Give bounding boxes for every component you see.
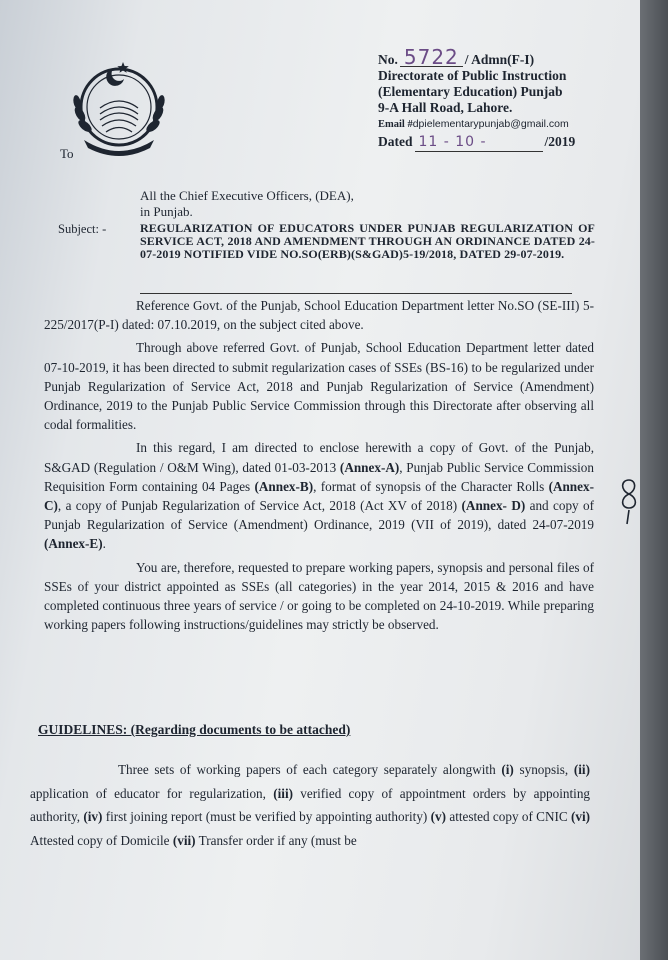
letter-body	[44, 296, 594, 646]
guideline-text: Attested copy of Domicile	[30, 832, 173, 848]
enclosure-text-5: and copy of Punjab Regularization of Service (Amendment) Ordinance, 2019 (VII of 2019), dated 24-07-2019	[44, 498, 594, 533]
email-line	[378, 116, 628, 133]
paragraph-reference: Reference Govt. of the Punjab, School Education Department letter No.SO (SE-III) 5-225/2017(P-I) dated: 07.10.2019, on the subject cited above.	[44, 298, 594, 333]
enclosure-text-2: , Punjab Public Service Commission Requisition Form containing 04 Pages	[44, 459, 594, 494]
recipient-line-2: in Punjab.	[140, 204, 193, 219]
guideline-text: verified copy of appointment orders by appointing authority,	[30, 785, 591, 824]
guideline-text: Transfer order if any (must be	[195, 832, 357, 848]
reference-number-line	[378, 45, 628, 69]
subject-text: REGULARIZATION OF EDUCATORS UNDER PUNJAB REGULARIZATION OF SERVICE ACT, 2018 AND AMENDMENT THROUGH AN ORDINANCE DATED 24-07-2019 NOTIFIED VIDE NO.SO(ERB)(S&GAD)5-19/2018, DATED 29-07-2019.	[140, 221, 595, 261]
dated-label: Dated	[378, 134, 413, 149]
dated-line	[378, 133, 628, 152]
handwritten-number: 5722	[400, 48, 463, 67]
paragraph-enclosures	[44, 438, 594, 553]
recipient-line-1: All the Chief Executive Officers, (DEA),	[140, 188, 354, 203]
enclosure-text-4: , a copy of Punjab Regularization of Service Act, 2018 (Act XV of 2018)	[57, 498, 462, 514]
enclosure-text-end: .	[102, 536, 106, 552]
marker-vi: (vi)	[570, 809, 591, 824]
subject-underline	[140, 293, 572, 294]
number-label: No.	[378, 52, 398, 67]
scan-background-edge	[640, 0, 668, 960]
annex-c: (Annex-C)	[44, 478, 594, 514]
guideline-text: attested copy of CNIC	[446, 809, 571, 824]
enclosure-text-3: , format of synopsis of the Character Rolls	[313, 478, 549, 494]
enclosure-text-1: In this regard, I am directed to enclose herewith a copy of Govt. of the Punjab, S&GAD (Regulation / O&M Wing), dated 01-03-2013	[44, 440, 594, 475]
org-address: 9-A Hall Road, Lahore.	[378, 100, 513, 115]
guideline-text: first joining report (must be verified by appointing authority)	[102, 809, 431, 824]
punjab-government-seal	[60, 48, 178, 166]
guideline-text: Three sets of working papers of each category separately alongwith	[118, 762, 502, 777]
org-line-1: Directorate of Public Instruction	[378, 68, 567, 83]
marker-v: (v)	[430, 809, 447, 824]
handwritten-date: 11 - 10 -	[415, 133, 543, 152]
annex-a: (Annex-A)	[339, 459, 400, 475]
guidelines-paragraph	[30, 758, 590, 852]
marker-ii: (ii)	[573, 762, 590, 777]
marker-i: (i)	[501, 762, 514, 777]
email-label: Email #	[378, 119, 413, 130]
guideline-text: application of educator for regularization,	[30, 785, 274, 801]
email-address: dpielementarypunjab@gmail.com	[412, 118, 569, 130]
guidelines-heading: GUIDELINES: (Regarding documents to be attached)	[38, 722, 351, 737]
guideline-text: synopsis,	[513, 762, 574, 777]
marker-iv: (iv)	[83, 809, 103, 824]
letter-header	[378, 45, 628, 152]
org-line-2: (Elementary Education) Punjab	[378, 84, 563, 99]
annex-d: (Annex- D)	[461, 498, 526, 514]
paragraph-directive: Through above referred Govt. of Punjab, School Education Department letter dated 07-10-2019, it has been directed to submit regularization cases of SSEs (BS-16) to be regularized under Punjab Regularization of Service Act, 2018 and Punjab Regularization of Service (Amendment) Ordinance, 2019 to the Punjab Public Service Commission through this Directorate after observing all codal formalities.	[44, 340, 594, 433]
guidelines-body	[30, 758, 590, 852]
annex-b: (Annex-B)	[254, 478, 314, 494]
marker-vii: (vii)	[172, 832, 196, 848]
to-label: To	[60, 146, 74, 161]
dated-year: /2019	[544, 134, 576, 149]
recipient-block	[140, 188, 354, 220]
number-suffix: / Admn(F-I)	[464, 52, 535, 67]
paragraph-request: You are, therefore, requested to prepare working papers, synopsis and personal files of SSEs of your district appointed as SSEs (all categories) in the year 2014, 2015 & 2016 and have completed continuous three years of service / or going to be completed on 24-10-2019. While preparing working papers following instructions/guidelines may strictly be observed.	[44, 559, 594, 633]
marker-iii: (iii)	[273, 785, 294, 801]
subject-label: Subject: -	[58, 222, 107, 236]
annex-e: (Annex-E)	[44, 536, 103, 552]
